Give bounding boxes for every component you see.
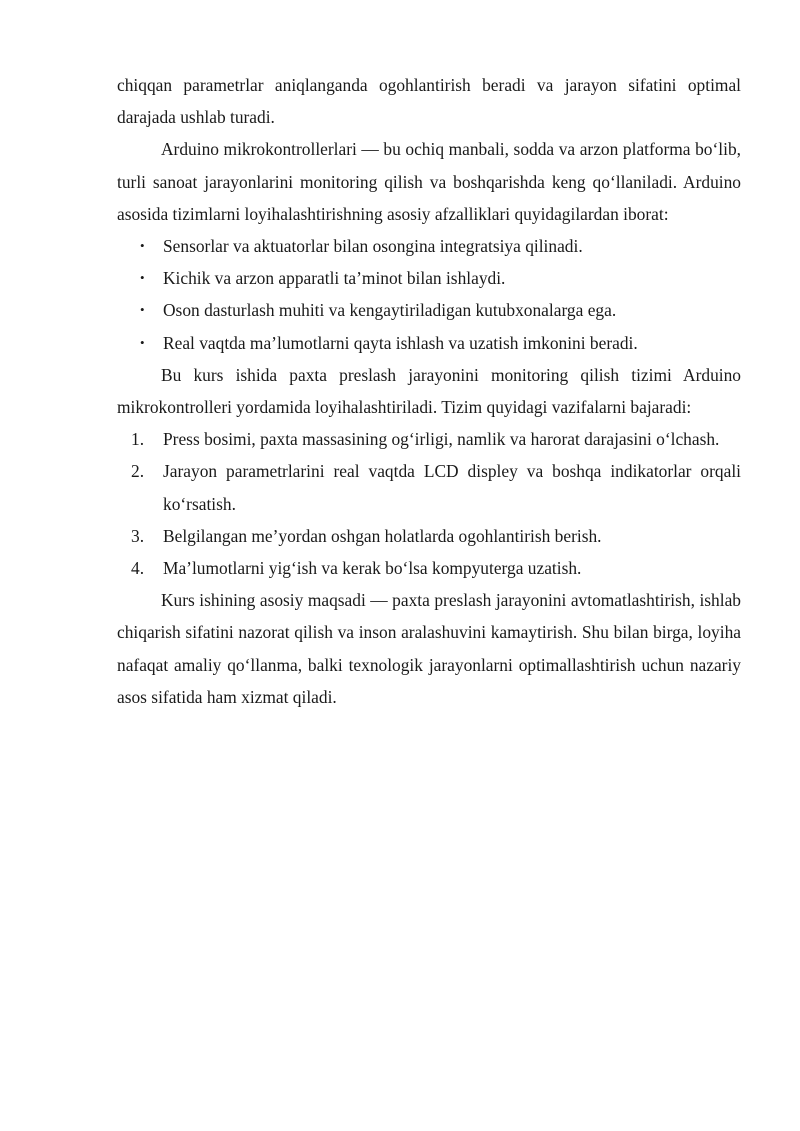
list-item	[117, 520, 741, 552]
list-number: 2.	[131, 461, 145, 482]
document-page	[117, 69, 741, 713]
paragraph-system-tasks: Bu kurs ishida paxta preslash jarayonini monitoring qilish tizimi Arduino mikrokontrolleri yordamida loyihalashtiriladi. Tizim quyidagi vazifalarni bajaradi:	[117, 364, 741, 418]
list-item	[117, 230, 741, 262]
list-number: 4.	[131, 558, 145, 579]
tasks-list	[117, 423, 741, 584]
paragraph-goal: Kurs ishining asosiy maqsadi — paxta preslash jarayonini avtomatlashtirish, ishlab chiqarish sifatini nazorat qilish va inson aralashuvini kamaytirish. Shu bilan birga, loyiha nafaqat amaliy qo‘llanma, balki texnologik jarayonlarni optimallashtirish uchun nazariy asos sifatida ham xizmat qiladi.	[117, 590, 741, 707]
list-item	[117, 423, 741, 455]
list-item-text: Press bosimi, paxta massasining og‘irligi, namlik va harorat darajasini o‘lchash.	[163, 429, 720, 450]
list-item	[117, 262, 741, 294]
list-item-text: Kichik va arzon apparatli ta’minot bilan ishlaydi.	[163, 268, 506, 289]
list-item-text: Real vaqtda ma’lumotlarni qayta ishlash va uzatish imkonini beradi.	[163, 332, 638, 353]
list-item	[117, 552, 741, 584]
list-item-text: Jarayon parametrlarini real vaqtda LCD displey va boshqa indikatorlar orqali ko‘rsatish.	[163, 461, 741, 514]
list-item	[117, 455, 741, 519]
paragraph-continuation: chiqqan parametrlar aniqlanganda ogohlantirish beradi va jarayon sifatini optimal darajada ushlab turadi.	[117, 75, 741, 128]
advantages-list	[117, 230, 741, 359]
list-number: 3.	[131, 525, 145, 546]
paragraph-arduino-intro: Arduino mikrokontrollerlari — bu ochiq manbali, sodda va arzon platforma bo‘lib, turli sanoat jarayonlarini monitoring qilish va boshqarishda keng qo‘llaniladi. Arduino asosida tizimlarni loyihalashtirishning asosiy afzalliklari quyidagilardan iborat:	[117, 139, 741, 224]
list-item-text: Belgilangan me’yordan oshgan holatlarda ogohlantirish berish.	[163, 525, 602, 546]
list-item-text: Oson dasturlash muhiti va kengaytiriladigan kutubxonalarga ega.	[163, 300, 617, 321]
list-item-text: Sensorlar va aktuatorlar bilan osongina integratsiya qilinadi.	[163, 236, 583, 257]
bullet-icon: •	[140, 238, 145, 254]
bullet-icon: •	[140, 334, 145, 350]
list-item	[117, 327, 741, 359]
bullet-icon: •	[140, 270, 145, 286]
list-item-text: Ma’lumotlarni yig‘ish va kerak bo‘lsa kompyuterga uzatish.	[163, 558, 582, 579]
list-item	[117, 294, 741, 326]
list-number: 1.	[131, 429, 145, 450]
bullet-icon: •	[140, 302, 145, 318]
